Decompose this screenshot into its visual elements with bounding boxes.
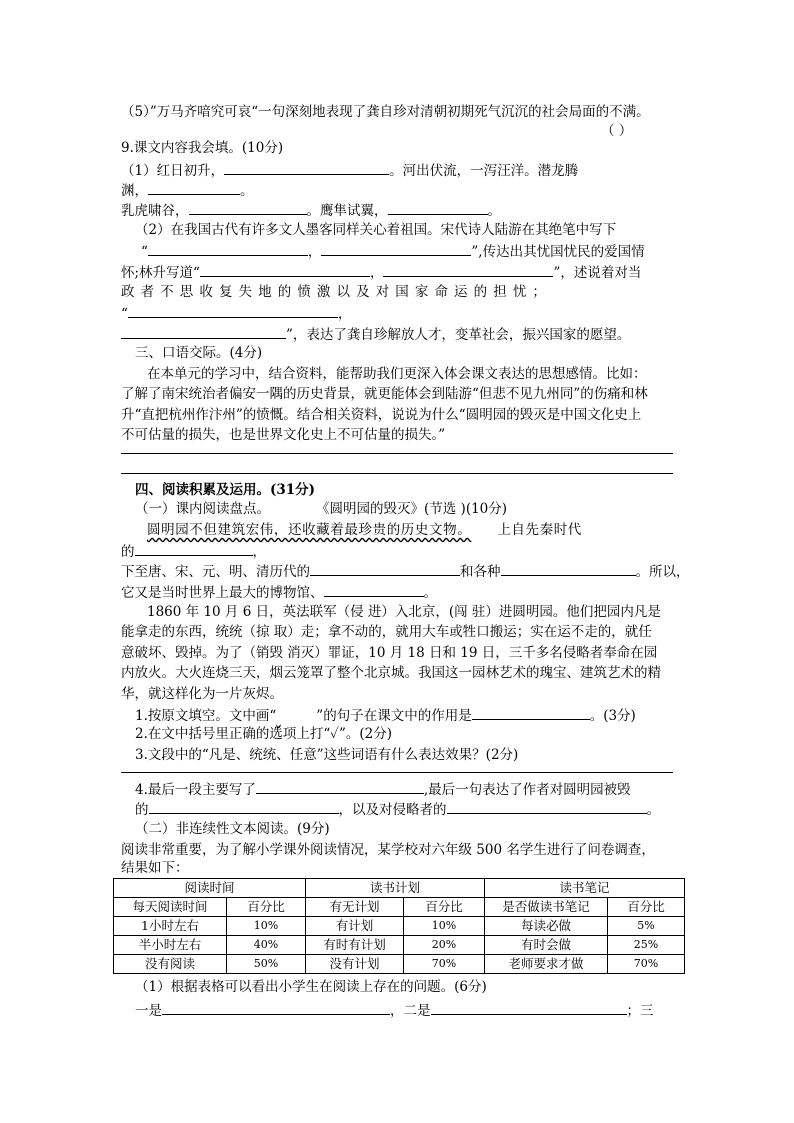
table-row: [114, 917, 685, 936]
q9-line6: [121, 262, 641, 282]
q9-l3a: 乳虎啸谷，: [121, 203, 189, 219]
group-header: 读书笔记: [485, 879, 685, 898]
q9-line5: [141, 241, 645, 261]
q9-l1a: （1）红日初升，: [121, 163, 225, 179]
s4-tq1-answers: [135, 1000, 654, 1020]
blank-s4-q4-1[interactable]: [256, 779, 424, 794]
s4-sub1-label: （一）课内阅读盘点。: [135, 501, 270, 517]
s4-q4-line1: [135, 779, 631, 799]
q9-l3c: 。: [487, 203, 501, 219]
table-cell: 半小时左右: [114, 936, 227, 955]
s4-para1-line1: [147, 521, 582, 539]
s4-para2-line2: 能拿走的东西，统统（掠 取）走；拿不动的，就用大车或牲口搬运；实在运不走的，就任: [121, 624, 652, 640]
table-cell: 40%: [227, 936, 306, 955]
table-cell: 50%: [227, 955, 306, 974]
blank-q9-4[interactable]: [388, 200, 488, 215]
s4-pf: 和各种: [460, 564, 501, 580]
blank-q9-7[interactable]: [200, 262, 370, 277]
q9-line7: 政 者 不 思 收 复 失 地 的 愤 激 以 及 对 国 家 命 运 的 担 忧 ；: [121, 284, 547, 300]
s4-pc: 的: [121, 544, 135, 560]
answer-line[interactable]: [121, 453, 673, 454]
s4-para2-line5: 华，就这样化为一片灰烬。: [121, 686, 283, 702]
q9-l2b: 。: [240, 183, 254, 199]
s4-q1a: 1.按原文填空。文中画“: [135, 708, 277, 724]
table-row: [114, 955, 685, 974]
column-header: 百分比: [227, 898, 306, 917]
column-header: 是否做读书笔记: [485, 898, 608, 917]
s4-q4c: 的: [135, 802, 149, 818]
table-cell: 没有阅读: [114, 955, 227, 974]
table-cell: 10%: [404, 917, 485, 936]
table-cell: 20%: [404, 936, 485, 955]
blank-s4-q1[interactable]: [472, 705, 590, 720]
column-header: 百分比: [608, 898, 685, 917]
s4-tq1c: ；三: [626, 1003, 654, 1019]
s4-q3: 3.文段中的“凡是、统统、任意”这些词语有什么表达效果？(2分): [135, 747, 519, 763]
s4-q4e: 。: [646, 802, 660, 818]
blank-s4-1[interactable]: [135, 541, 253, 556]
wavy-sentence: 圆明园不但建筑宏伟，还收藏着最珍贵的历史文物。: [147, 522, 472, 538]
s4-intro1: 阅读非常重要，为了解小学课外阅读情况，某学校对六年级 500 名学生进行了问卷调查，: [121, 842, 655, 858]
s4-q4-line2: [135, 799, 660, 819]
blank-q9-2[interactable]: [148, 180, 240, 195]
wavy-line-sample: [276, 707, 316, 725]
q9-l9: ”，表达了龚自珍解放人才，变革社会，振兴国家的愿望。: [286, 327, 631, 343]
q9-line4: （2）在我国古代有许多文人墨客同样关心着祖国。宋代诗人陆游在其绝笔中写下: [135, 222, 617, 238]
blank-q9-5[interactable]: [148, 241, 308, 256]
blank-tq1-2[interactable]: [431, 1000, 627, 1015]
s4-tq1a: 一是: [135, 1003, 162, 1019]
blank-q9-3[interactable]: [189, 200, 307, 215]
blank-q9-9[interactable]: [128, 303, 338, 318]
table-group-row: [114, 879, 685, 898]
s3-title: 三、口语交际。(4分): [135, 345, 263, 361]
group-header: 阅读时间: [114, 879, 306, 898]
answer-line[interactable]: [121, 772, 673, 773]
survey-table: [113, 878, 685, 974]
s4-para1-line4: [121, 582, 437, 602]
blank-q9-8[interactable]: [383, 262, 553, 277]
table-cell: 老师要求才做: [485, 955, 608, 974]
table-cell: 25%: [608, 936, 685, 955]
q9-l5a: “: [141, 244, 148, 260]
q9-l1b: 。河出伏流，一泻汪洋。潜龙腾: [389, 163, 579, 179]
table-cell: 5%: [608, 917, 685, 936]
q9-line8: [121, 303, 351, 323]
q9-l8b: ，: [337, 306, 352, 322]
q9-l5c: ”,传达出其忧国忧民的爱国情: [471, 244, 645, 260]
table-cell: 70%: [404, 955, 485, 974]
table-cell: 有计划: [306, 917, 404, 936]
s4-tq1b: ，二是: [390, 1003, 431, 1019]
column-header: 百分比: [404, 898, 485, 917]
column-header: 有无计划: [306, 898, 404, 917]
q9-line3: [121, 200, 501, 220]
s4-q4d: ，以及对侵略者的: [338, 802, 447, 818]
blank-q9-6[interactable]: [321, 241, 471, 256]
q9-line9: [121, 324, 630, 344]
s4-q2: 2.在文中括号里正确的选项上打“✓”。(2分): [135, 726, 393, 742]
s3-p3: 升“直把杭州作汴州”的愤慨。结合相关资料，说说为什么“圆明园的毁灭是中国文化史上: [121, 407, 642, 423]
s4-q4a: 4.最后一段主要写了: [135, 782, 256, 798]
s4-q1c: 。(3分): [589, 708, 636, 724]
s3-p4: 不可估量的损失，也是世界文化史上不可估量的损失。”: [121, 427, 446, 443]
s4-pg: 。所以，: [635, 564, 690, 580]
s4-para2-line1: 1860 年 10 月 6 日，英法联军（侵 进）入北京，(闯 驻）进圆明园。他们把园内凡是: [147, 604, 661, 620]
s4-para1-line3: [121, 561, 690, 581]
table-cell: 70%: [608, 955, 685, 974]
group-header: 读书计划: [306, 879, 485, 898]
table-cell: 每读必做: [485, 917, 608, 936]
s4-pe: 下至唐、宋、元、明、清历代的: [121, 564, 310, 580]
blank-s4-4[interactable]: [324, 582, 424, 597]
q9-l8a: “: [121, 306, 128, 322]
column-header: 每天阅读时间: [114, 898, 227, 917]
q9-l6b: ，: [369, 265, 384, 281]
blank-tq1-1[interactable]: [162, 1000, 390, 1015]
s3-p1: 在本单元的学习中，结合资料，能帮助我们更深入体会课文表达的思想感情。比如：: [147, 366, 647, 382]
blank-q9-10[interactable]: [121, 324, 286, 339]
blank-s4-3[interactable]: [501, 561, 636, 576]
s4-intro2: 结果如下：: [121, 860, 189, 876]
s4-q1b: ”的句子在课文中的作用是: [316, 708, 472, 724]
table-cell: 有时有计划: [306, 936, 404, 955]
s4-pi: 。: [423, 585, 437, 601]
s4-tq1: （1）根据表格可以看出小学生在阅读上存在的问题。(6分): [135, 979, 487, 995]
s4-q4b: ,最后一句表达了作者对圆明园被毁: [423, 782, 631, 798]
q9-l2a: 渊，: [121, 183, 148, 199]
q5-text: （5）”万马齐喑究可哀“一句深刻地表现了龚自珍对清朝初期死气沉沉的社会局面的不满。: [121, 104, 650, 120]
s4-sub2: （二）非连续性文本阅读。(9分): [135, 821, 330, 837]
table-cell: 没有计划: [306, 955, 404, 974]
s3-p2: 了解了南宋统治者偏安一隅的历史背景，就更能体会到陆游“但悲不见九州同”的伤痛和林: [121, 386, 648, 402]
s4-pd: ，: [252, 544, 266, 560]
s4-q1: [135, 705, 636, 725]
blank-q9-1[interactable]: [224, 160, 389, 175]
s4-ph: 它又是当时世界上最大的博物馆、: [121, 585, 324, 601]
answer-line[interactable]: [121, 473, 673, 474]
q9-title: 9.课文内容我会填。(10分): [121, 140, 284, 156]
blank-s4-q4-3[interactable]: [447, 799, 647, 814]
blank-s4-q4-2[interactable]: [149, 799, 339, 814]
q9-l6a: 怀;林升写道“: [121, 265, 200, 281]
s4-para1-line2: [121, 541, 266, 561]
q9-l3b: 。鹰隼试翼，: [306, 203, 388, 219]
q9-l5b: ，: [307, 244, 322, 260]
s4-pb: 上自先秦时代: [497, 522, 582, 538]
q9-l6c: ”，述说着对当: [553, 265, 642, 281]
table-cell: 1小时左右: [114, 917, 227, 936]
table-row: [114, 936, 685, 955]
s4-title: 四、阅读积累及运用。(31分): [135, 482, 316, 498]
blank-s4-2[interactable]: [310, 561, 460, 576]
q9-line2: [121, 180, 254, 200]
s4-para2-line4: 内放火。大火连烧三天，烟云笼罩了整个北京城。我国这一园林艺术的瑰宝、建筑艺术的精: [121, 665, 661, 681]
table-header-row: [114, 898, 685, 917]
table-cell: 有时会做: [485, 936, 608, 955]
s4-para2-line3: 意破坏、毁掉。为了（销毁 消灭）罪证，10 月 18 日和 19 日，三千多名侵略者奉命在园: [121, 645, 658, 661]
q5-answer-paren[interactable]: （ ）: [601, 123, 633, 139]
q9-line1: [121, 160, 578, 180]
table-cell: 10%: [227, 917, 306, 936]
s4-sub1-title: 《圆明园的毁灭》(节选 )(10分): [316, 501, 508, 517]
